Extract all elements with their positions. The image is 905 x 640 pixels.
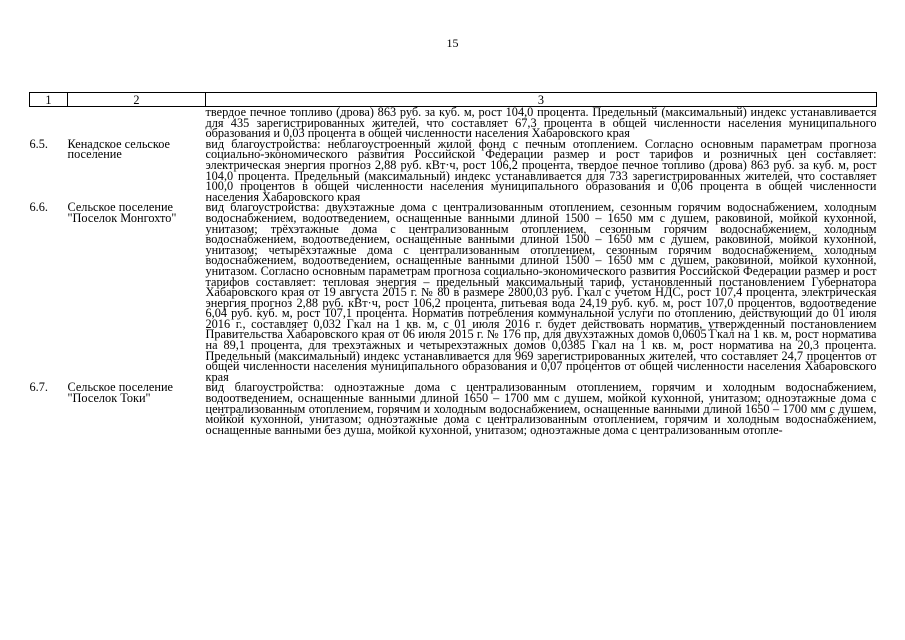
row-number: 6.7.: [29, 380, 48, 395]
row-description: вид благоустройства: одноэтажные дома с централизованным отоплением, горячим и холодным водоснабжением, водоотведением, оснащенные ванными длиной 1650 – 1700 мм с душем, мойкой кухонной, унитазом; одноэтажные дома с централизованным отоплением, горячим и холодным водоснабжением, оснащенные ванными длиной 1650 – 1700 мм с душем, мойкой кухонной, унитазом; одноэтажные дома с централизованным отоплением, горячим и холодным водоснабжением, оснащенные ванными без душа, мойкой кухонной, унитазом; одноэтажные дома с централизованным отопле-: [205, 380, 877, 437]
row-description: вид благоустройства: двухэтажные дома с централизованным отоплением, сезонным горячим водоснабжением, холодным водоснабжением, водоотведением, оснащенные ванными длиной 1500 – 1650 мм с душем, раковиной, мойкой кухонной, унитазом; трёхэтажные дома с централизованным отоплением, сезонным горячим водоснабжением, холодным водоснабжением, водоотведением, оснащенные ванными длиной 1500 – 1650 мм с душем, раковиной, мойкой кухонной, унитазом; четырёхэтажные дома с централизованным отоплением, сезонным горячим водоснабжением, холодным водоснабжением, водоотведением, оснащенные ванными длиной 1500 – 1650 мм с душем, раковиной, мойкой кухонной, унитазом. Согласно основным параметрам прогноза социально-экономического развития Российской Федерации размер и рост тарифов составляет: тепловая энергия – предельный максимальный тариф, установленный постановлением Губернатора Хабаровского края от 19 августа 2015 г. № 80 в размере 2800,03 руб. Гкал с учетом НДС, рост 107,4 процента, электрическая энергия прогноз 2,88 руб. кВт·ч, рост 106,2 процента, питьевая вода 24,19 руб. куб. м, рост 107,0 процентов, водоотведение 6,04 руб. куб. м, рост 107,1 процента. Норматив потребления коммунальной услуги по отоплению, действующий до 01 июля 2016 г., составляет 0,032 Гкал на 1 кв. м, с 01 июля 2016 г. будет действовать норматив, утвержденный постановлением Правительства Хабаровского края от 06 июля 2015 г. № 176 пр, для двухэтажных домов 0,0605 Гкал на 1 кв. м, рост норматива на 89,1 процента, для трехэтажных и четырехэтажных домов 0,0385 Гкал на 1 кв. м, рост норматива на 20,3 процента. Предельный (максимальный) индекс устанавливается для 969 зарегистрированных жителей, что составляет 24,7 процентов от общей численности населения муниципального образования и 0,07 процентов от общей численности населения Хабаровского края: [205, 200, 877, 384]
settlement-name: Сельское поселение "Поселок Монгохто": [67, 200, 177, 225]
page-number: 15: [446, 36, 459, 50]
settlement-name: Кенадское сельское поселение: [67, 136, 170, 162]
column-header-3: 3: [206, 93, 877, 107]
row-description: вид благоустройства: неблагоустроенный жилой фонд с печным отоплением. Согласно основным параметрам прогноза социально-экономического развития Российской Федерации размер и рост тарифов и розничных цен составляет: электрическая энергия прогноз 2,88 руб. кВт·ч, рост 106,2 процента, твердое печное топливо (дрова) 863 руб. за куб. м, рост 104,0 процента. Предельный (максимальный) индекс устанавливается для 733 зарегистрированных жителей, что составляет 100,0 процентов в общей численности населения муниципального образования и 0,06 процента в общей численности населения Хабаровского края: [205, 136, 877, 204]
row-number: [30, 107, 68, 139]
table-row: [30, 139, 877, 203]
column-header-2: 2: [68, 93, 206, 107]
settlement-name: Сельское поселение "Поселок Токи": [67, 380, 174, 406]
row-number: 6.6.: [29, 200, 48, 215]
column-header-1: 1: [30, 93, 68, 107]
table-row: [30, 202, 877, 382]
tariff-table: [29, 92, 877, 435]
row-description: твердое печное топливо (дрова) 863 руб. за куб. м, рост 104,0 процента. Предельный (максимальный) индекс устанавливается для 435 зарегистрированных жителей, что составляет 67,3 процента в общей численности населения муниципального образования и 0,03 процента в общей численности населения Хабаровского края: [205, 105, 877, 141]
settlement-name: [68, 107, 206, 139]
table-row: [30, 382, 877, 435]
table-row: [30, 107, 877, 139]
row-number: 6.5.: [29, 136, 48, 151]
